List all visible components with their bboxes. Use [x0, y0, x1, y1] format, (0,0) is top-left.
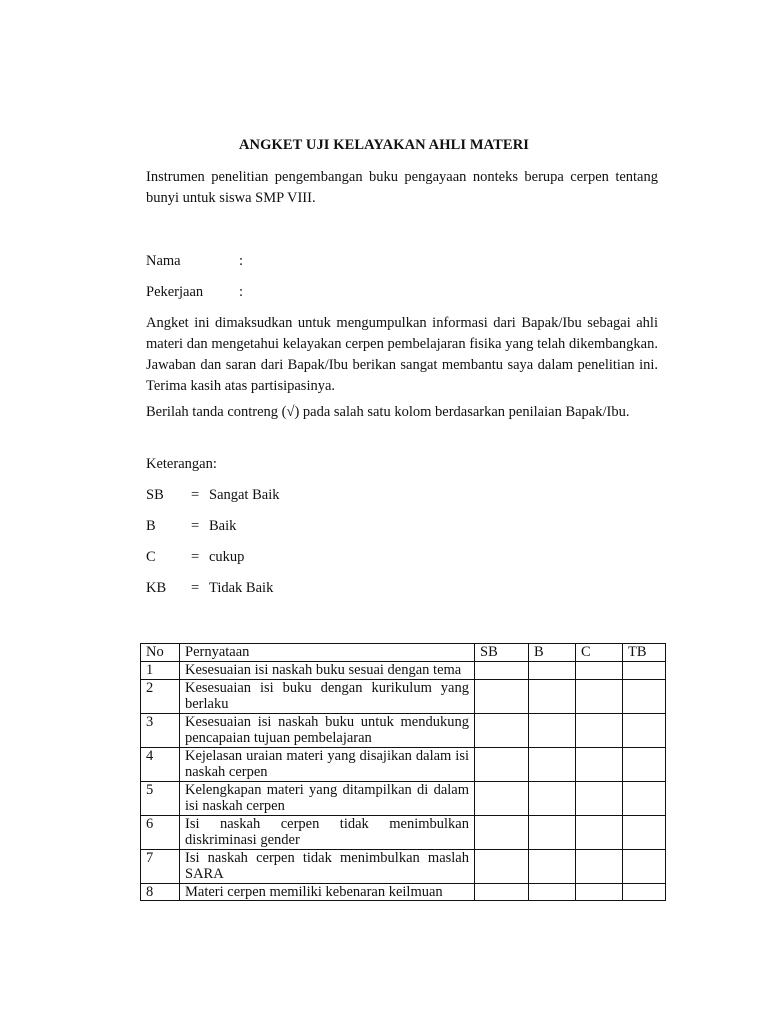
rating-cell-b[interactable] [529, 747, 576, 781]
row-statement: Kesesuaian isi buku dengan kurikulum yang berlaku [180, 679, 475, 713]
header-c: C [576, 644, 623, 662]
table-row [141, 883, 666, 901]
rating-cell-c[interactable] [576, 815, 623, 849]
legend-equals: = [191, 487, 200, 503]
purpose-paragraph: Angket ini dimaksudkan untuk mengumpulkan informasi dari Bapak/Ibu sebagai ahli materi dan mengetahui kelayakan cerpen pembelajaran fisika yang telah dikembangkan. Jawaban dan saran dari Bapak/Ibu berikan sangat membantu saya dalam penelitian ini. Terima kasih atas partisipasinya. [146, 315, 658, 394]
table-row [141, 747, 666, 781]
page-title: ANGKET UJI KELAYAKAN AHLI MATERI [238, 137, 530, 153]
table-header-row [141, 644, 666, 662]
row-number: 8 [141, 883, 180, 901]
rating-cell-sb[interactable] [475, 781, 529, 815]
legend-equals: = [191, 518, 200, 534]
rating-cell-sb[interactable] [475, 849, 529, 883]
legend-equals: = [191, 580, 200, 596]
rating-cell-c[interactable] [576, 849, 623, 883]
rating-cell-sb[interactable] [475, 713, 529, 747]
name-label: Nama [146, 253, 181, 269]
rating-cell-sb[interactable] [475, 679, 529, 713]
legend-description: Tidak Baik [209, 580, 274, 596]
rating-cell-b[interactable] [529, 713, 576, 747]
rating-cell-tb[interactable] [623, 781, 666, 815]
table-row [141, 679, 666, 713]
legend-item [146, 578, 273, 598]
row-number: 6 [141, 815, 180, 849]
intro-paragraph: Instrumen penelitian pengembangan buku pengayaan nonteks berupa cerpen tentang bunyi untuk siswa SMP VIII. [146, 169, 658, 206]
row-number: 4 [141, 747, 180, 781]
row-statement: Kejelasan uraian materi yang disajikan dalam isi naskah cerpen [180, 747, 475, 781]
rating-cell-tb[interactable] [623, 883, 666, 901]
legend-code: C [146, 549, 156, 565]
legend-code: B [146, 518, 156, 534]
table-row [141, 815, 666, 849]
header-tb: TB [623, 644, 666, 662]
rating-cell-c[interactable] [576, 679, 623, 713]
rating-cell-tb[interactable] [623, 747, 666, 781]
rating-cell-b[interactable] [529, 815, 576, 849]
instruction-paragraph: Berilah tanda contreng (√) pada salah satu kolom berdasarkan penilaian Bapak/Ibu. [146, 404, 630, 420]
row-number: 3 [141, 713, 180, 747]
rating-cell-c[interactable] [576, 713, 623, 747]
rating-cell-tb[interactable] [623, 679, 666, 713]
legend-item [146, 547, 244, 567]
header-no: No [141, 644, 180, 662]
rating-cell-tb[interactable] [623, 662, 666, 680]
legend-code: SB [146, 487, 164, 503]
assessment-table [140, 643, 666, 901]
table-row [141, 781, 666, 815]
rating-cell-tb[interactable] [623, 849, 666, 883]
rating-cell-b[interactable] [529, 781, 576, 815]
rating-cell-sb[interactable] [475, 662, 529, 680]
legend-description: Sangat Baik [209, 487, 280, 503]
header-b: B [529, 644, 576, 662]
legend-code: KB [146, 580, 167, 596]
row-number: 7 [141, 849, 180, 883]
table-row [141, 849, 666, 883]
rating-cell-c[interactable] [576, 747, 623, 781]
rating-cell-c[interactable] [576, 781, 623, 815]
legend-description: Baik [209, 518, 237, 534]
rating-cell-sb[interactable] [475, 815, 529, 849]
legend-item [146, 516, 236, 536]
legend-equals: = [191, 549, 200, 565]
row-number: 1 [141, 662, 180, 680]
occupation-separator: : [239, 284, 244, 300]
row-statement: Kesesuaian isi naskah buku untuk mendukung pencapaian tujuan pembelajaran [180, 713, 475, 747]
row-number: 2 [141, 679, 180, 713]
rating-cell-b[interactable] [529, 679, 576, 713]
occupation-field [146, 282, 658, 302]
rating-cell-c[interactable] [576, 662, 623, 680]
rating-cell-b[interactable] [529, 662, 576, 680]
legend-title: Keterangan: [146, 456, 217, 472]
header-sb: SB [475, 644, 529, 662]
rating-cell-b[interactable] [529, 883, 576, 901]
rating-cell-sb[interactable] [475, 883, 529, 901]
legend-description: cukup [209, 549, 245, 565]
row-statement: Kelengkapan materi yang ditampilkan di dalam isi naskah cerpen [180, 781, 475, 815]
rating-cell-b[interactable] [529, 849, 576, 883]
legend-item [146, 485, 279, 505]
table-row [141, 662, 666, 680]
row-statement: Materi cerpen memiliki kebenaran keilmuan [180, 883, 475, 901]
table-row [141, 713, 666, 747]
rating-cell-c[interactable] [576, 883, 623, 901]
row-statement: Isi naskah cerpen tidak menimbulkan maslah SARA [180, 849, 475, 883]
rating-cell-sb[interactable] [475, 747, 529, 781]
header-statement: Pernyataan [180, 644, 475, 662]
row-statement: Kesesuaian isi naskah buku sesuai dengan tema [180, 662, 475, 680]
rating-cell-tb[interactable] [623, 713, 666, 747]
name-separator: : [239, 253, 244, 269]
occupation-label: Pekerjaan [146, 284, 204, 300]
name-field [146, 251, 658, 271]
row-number: 5 [141, 781, 180, 815]
row-statement: Isi naskah cerpen tidak menimbulkan diskriminasi gender [180, 815, 475, 849]
rating-cell-tb[interactable] [623, 815, 666, 849]
